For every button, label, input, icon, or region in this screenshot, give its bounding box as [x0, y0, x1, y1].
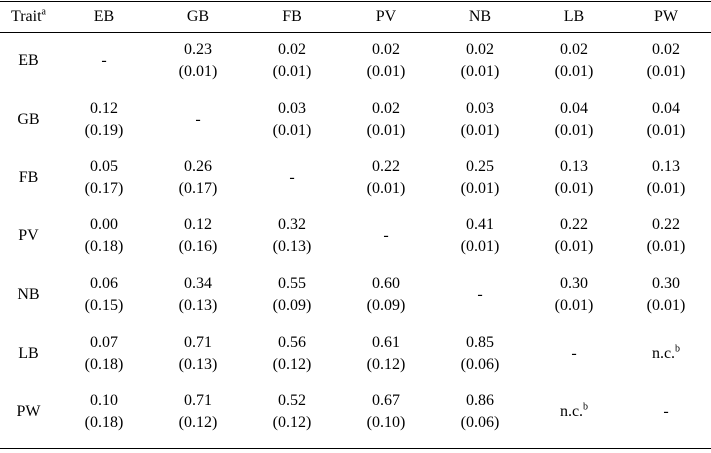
header-col-nb: NB — [468, 8, 492, 25]
standard-error-value: (0.01) — [554, 180, 594, 197]
estimate-value: 0.02 — [372, 100, 400, 117]
standard-error-value: (0.01) — [366, 63, 406, 80]
estimate-value: 0.02 — [278, 41, 306, 58]
standard-error-value: (0.16) — [178, 238, 218, 255]
estimate-value: 0.06 — [90, 275, 118, 292]
standard-error-value: (0.01) — [460, 63, 500, 80]
row-label-pv: PV — [18, 227, 39, 244]
standard-error-value: (0.01) — [554, 297, 594, 314]
estimate-value: 0.12 — [90, 100, 118, 117]
standard-error-value: (0.12) — [366, 356, 406, 373]
estimate-value: 0.30 — [652, 275, 680, 292]
estimate-value: 0.32 — [278, 216, 306, 233]
not-computed-text: n.c. — [651, 345, 676, 362]
diagonal-dash: - — [383, 227, 389, 244]
standard-error-value: (0.18) — [84, 238, 124, 255]
header-col-pw: PW — [654, 8, 678, 25]
diagonal-dash: - — [663, 403, 669, 420]
standard-error-value: (0.01) — [646, 122, 686, 139]
estimate-value: 0.56 — [278, 334, 306, 351]
estimate-value: 0.26 — [184, 158, 212, 175]
row-label-gb: GB — [17, 111, 40, 128]
diagonal-dash: - — [101, 52, 107, 69]
standard-error-value: (0.01) — [554, 122, 594, 139]
estimate-value: 0.55 — [278, 275, 306, 292]
estimate-value: 0.61 — [372, 334, 400, 351]
standard-error-value: (0.13) — [178, 297, 218, 314]
standard-error-value: (0.01) — [554, 63, 594, 80]
standard-error-value: (0.17) — [178, 180, 218, 197]
estimate-value: 0.60 — [372, 275, 400, 292]
standard-error-value: (0.17) — [84, 180, 124, 197]
header-trait: Trait$^a$ — [11, 6, 46, 25]
estimate-value: 0.02 — [466, 41, 494, 58]
footnote-marker: b — [583, 401, 589, 413]
estimate-value: 0.02 — [652, 41, 680, 58]
standard-error-value: (0.01) — [646, 63, 686, 80]
table-top-rule — [0, 1, 711, 2]
table-header-rule — [0, 32, 711, 33]
estimate-value: 0.07 — [90, 334, 118, 351]
standard-error-value: (0.01) — [272, 63, 312, 80]
footnote-marker: b — [675, 343, 681, 355]
header-col-pv: PV — [375, 8, 397, 25]
standard-error-value: (0.01) — [178, 63, 218, 80]
standard-error-value: (0.01) — [460, 122, 500, 139]
estimate-value: 0.22 — [652, 216, 680, 233]
standard-error-value: (0.10) — [366, 414, 406, 431]
estimate-value: 0.04 — [652, 100, 680, 117]
table-header-row — [0, 5, 711, 29]
standard-error-value: (0.12) — [272, 414, 312, 431]
standard-error-value: (0.06) — [460, 414, 500, 431]
estimate-value: 0.13 — [652, 158, 680, 175]
row-label-lb: LB — [18, 345, 39, 362]
estimate-value: 0.85 — [466, 334, 494, 351]
estimate-value: 0.71 — [184, 392, 212, 409]
estimate-value: 0.86 — [466, 392, 494, 409]
estimate-value: 0.03 — [466, 100, 494, 117]
diagonal-dash: - — [289, 169, 295, 186]
estimate-value: 0.71 — [184, 334, 212, 351]
standard-error-value: (0.18) — [84, 414, 124, 431]
diagonal-dash: - — [195, 111, 201, 128]
standard-error-value: (0.01) — [366, 122, 406, 139]
standard-error-value: (0.09) — [272, 297, 312, 314]
table-bottom-rule — [0, 448, 711, 449]
standard-error-value: (0.01) — [272, 122, 312, 139]
header-col-lb: LB — [563, 8, 585, 25]
standard-error-value: (0.01) — [460, 238, 500, 255]
standard-error-value: (0.13) — [178, 356, 218, 373]
estimate-value: 0.12 — [184, 216, 212, 233]
row-label-fb: FB — [18, 169, 39, 186]
estimate-value: 0.67 — [372, 392, 400, 409]
standard-error-value: (0.06) — [460, 356, 500, 373]
estimate-value: 0.23 — [184, 41, 212, 58]
header-col-eb: EB — [93, 8, 115, 25]
estimate-value: 0.04 — [560, 100, 588, 117]
standard-error-value: (0.01) — [646, 297, 686, 314]
estimate-value: 0.10 — [90, 392, 118, 409]
estimate-value: 0.02 — [560, 41, 588, 58]
not-computed-text: n.c. — [559, 403, 584, 420]
standard-error-value: (0.01) — [366, 180, 406, 197]
estimate-value: 0.22 — [560, 216, 588, 233]
estimate-value: 0.41 — [466, 216, 494, 233]
standard-error-value: (0.13) — [272, 238, 312, 255]
estimate-value: 0.03 — [278, 100, 306, 117]
estimate-value: 0.00 — [90, 216, 118, 233]
diagonal-dash: - — [571, 345, 577, 362]
estimate-value: 0.05 — [90, 158, 118, 175]
not-computed-cell — [621, 343, 711, 365]
standard-error-value: (0.09) — [366, 297, 406, 314]
estimate-value: 0.30 — [560, 275, 588, 292]
estimate-value: 0.34 — [184, 275, 212, 292]
standard-error-value: (0.18) — [84, 356, 124, 373]
standard-error-value: (0.01) — [646, 180, 686, 197]
standard-error-value: (0.15) — [84, 297, 124, 314]
standard-error-value: (0.01) — [554, 238, 594, 255]
row-label-eb: EB — [18, 52, 39, 69]
standard-error-value: (0.01) — [646, 238, 686, 255]
estimate-value: 0.52 — [278, 392, 306, 409]
header-col-fb: FB — [282, 8, 302, 25]
estimate-value: 0.22 — [372, 158, 400, 175]
estimate-value: 0.25 — [466, 158, 494, 175]
estimate-value: 0.02 — [372, 41, 400, 58]
header-col-gb: GB — [186, 8, 210, 25]
standard-error-value: (0.19) — [84, 122, 124, 139]
row-label-pw: PW — [16, 403, 41, 420]
estimate-value: 0.13 — [560, 158, 588, 175]
row-label-nb: NB — [17, 286, 40, 303]
standard-error-value: (0.12) — [272, 356, 312, 373]
standard-error-value: (0.01) — [460, 180, 500, 197]
diagonal-dash: - — [477, 286, 483, 303]
not-computed-cell — [527, 401, 621, 423]
standard-error-value: (0.12) — [178, 414, 218, 431]
